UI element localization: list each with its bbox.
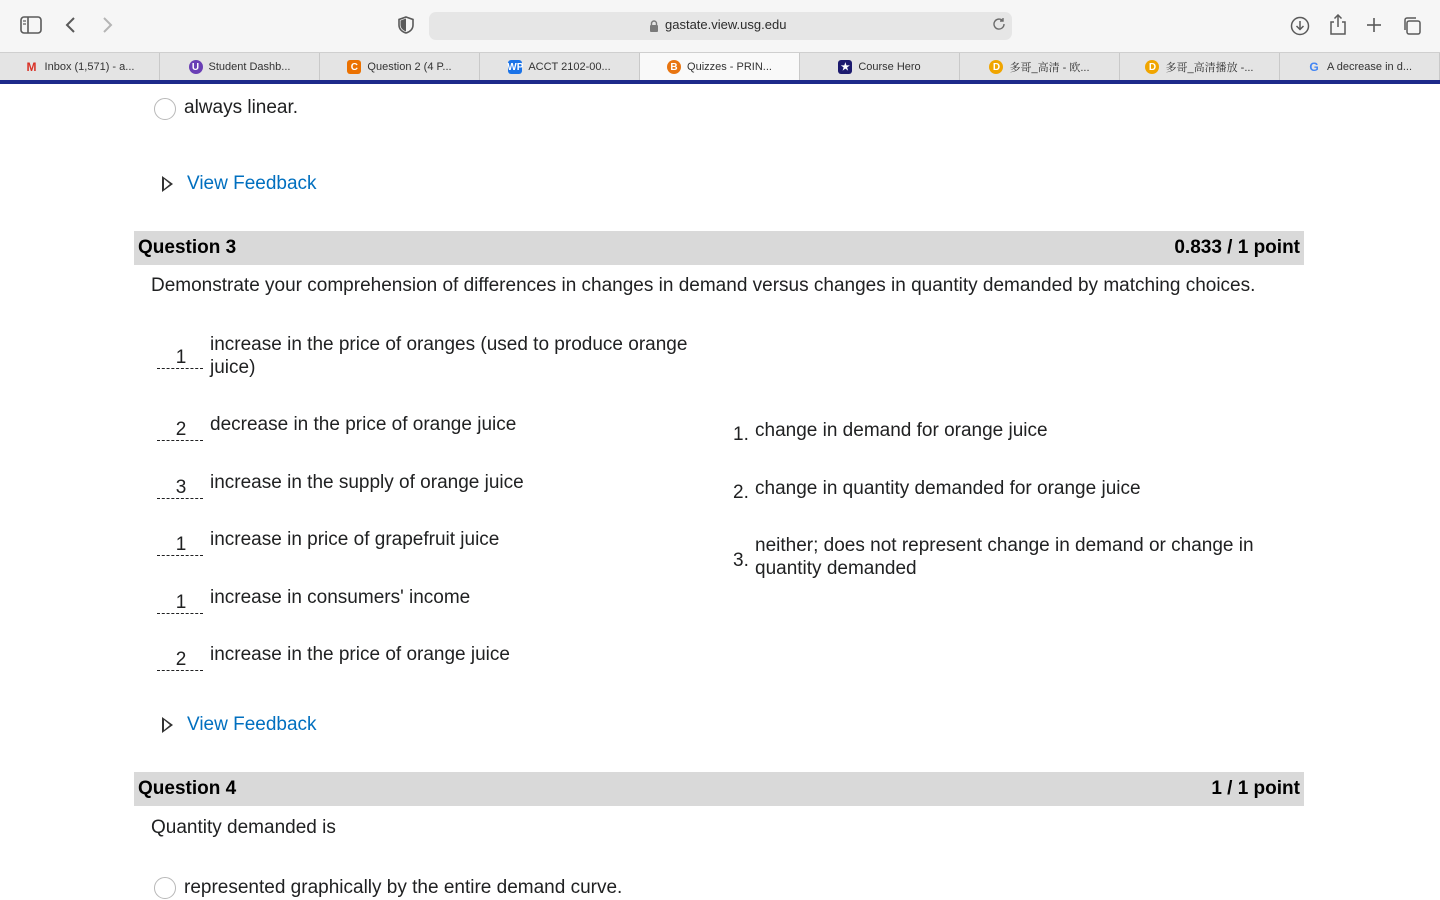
browser-tab-label: 多哥_高清 - 欧... xyxy=(1009,62,1090,74)
sidebar-toggle-icon[interactable] xyxy=(20,16,42,37)
browser-tab-label: Inbox (1,571) - a... xyxy=(44,61,135,73)
browser-tab-label: Quizzes - PRIN... xyxy=(687,61,772,73)
share-icon[interactable] xyxy=(1329,14,1347,39)
matching-answer: 1 xyxy=(175,347,187,368)
browser-tab[interactable] xyxy=(1120,53,1280,81)
browser-tab[interactable] xyxy=(800,53,960,81)
quiz-content xyxy=(0,84,1440,900)
matching-item-text: increase in price of grapefruit juice xyxy=(210,529,500,550)
browser-tab[interactable] xyxy=(480,53,640,81)
video-site-icon: D xyxy=(1145,60,1159,74)
gmail-icon: M xyxy=(26,60,37,74)
matching-item-text: decrease in the price of orange juice xyxy=(210,414,517,435)
matching-answer: 3 xyxy=(175,477,187,498)
chegg-icon: C xyxy=(347,60,361,74)
address-bar[interactable] xyxy=(429,12,1012,40)
student-dashboard-icon: U xyxy=(189,60,203,74)
choice-number: 1. xyxy=(733,424,749,445)
question-4-prompt: Quantity demanded is xyxy=(151,817,336,838)
expand-triangle-icon xyxy=(162,176,173,192)
answer-underline xyxy=(157,670,203,671)
browser-tab-label: Student Dashb... xyxy=(208,61,291,73)
choice-text: change in demand for orange juice xyxy=(755,420,1048,441)
answer-underline xyxy=(157,613,203,614)
radio-entire-demand-curve[interactable] xyxy=(154,877,176,899)
tab-bar xyxy=(0,52,1440,81)
question-3-header xyxy=(134,231,1304,265)
privacy-shield-icon[interactable] xyxy=(398,16,414,37)
matching-answer: 1 xyxy=(175,592,187,613)
browser-tab-label: ACCT 2102-00... xyxy=(528,61,611,73)
browser-tab[interactable] xyxy=(160,53,320,81)
view-feedback-prev[interactable] xyxy=(162,173,317,195)
google-icon: G xyxy=(1309,60,1319,74)
question-3-score: 0.833 / 1 point xyxy=(1174,237,1300,258)
browser-tab[interactable] xyxy=(960,53,1120,81)
answer-underline xyxy=(157,440,203,441)
matching-answer: 2 xyxy=(175,649,187,670)
answer-underline xyxy=(157,498,203,499)
new-tab-icon[interactable] xyxy=(1365,16,1383,37)
reload-icon[interactable] xyxy=(992,17,1006,35)
browser-tab-label: Question 2 (4 P... xyxy=(367,61,452,73)
question-4-title: Question 4 xyxy=(138,778,237,799)
wileyplus-icon: WP xyxy=(507,61,524,73)
question-3-title: Question 3 xyxy=(138,237,237,258)
downloads-icon[interactable] xyxy=(1290,16,1310,39)
browser-toolbar xyxy=(0,0,1440,52)
view-feedback-link[interactable]: View Feedback xyxy=(187,173,317,194)
choice-text: change in quantity demanded for orange juice xyxy=(755,478,1141,499)
matching-answer: 2 xyxy=(175,419,187,440)
browser-tab[interactable] xyxy=(1280,53,1440,81)
question-3-prompt: Demonstrate your comprehension of differences in changes in demand versus changes in quantity demanded by matching choices. xyxy=(151,275,1256,296)
browser-tab-label: A decrease in d... xyxy=(1327,61,1412,73)
view-feedback-link[interactable]: View Feedback xyxy=(187,714,317,735)
browser-tab[interactable] xyxy=(0,53,160,81)
tab-overview-icon[interactable] xyxy=(1402,16,1422,39)
expand-triangle-icon xyxy=(162,717,173,733)
forward-icon[interactable] xyxy=(100,16,114,37)
browser-tab-label: Course Hero xyxy=(858,61,921,73)
matching-item-text: increase in the price of orange juice xyxy=(210,644,510,665)
question-4-header xyxy=(134,772,1304,806)
answer-underline xyxy=(157,368,203,369)
option-always-linear: always linear. xyxy=(184,97,299,118)
browser-tab[interactable] xyxy=(320,53,480,81)
matching-item-text: increase in the price of oranges (used to produce orange juice) xyxy=(210,334,688,378)
answer-underline xyxy=(157,555,203,556)
url-text: gastate.view.usg.edu xyxy=(665,17,787,32)
choice-number: 2. xyxy=(733,482,749,503)
choice-text: neither; does not represent change in demand or change in quantity demanded xyxy=(755,535,1254,579)
video-site-icon: D xyxy=(989,60,1003,74)
matching-item-text: increase in the supply of orange juice xyxy=(210,472,524,493)
browser-tab[interactable] xyxy=(640,53,800,81)
question-4-score: 1 / 1 point xyxy=(1211,778,1300,799)
brightspace-icon: B xyxy=(667,60,681,74)
browser-tab-label: 多哥_高清播放 -... xyxy=(1165,62,1254,74)
course-hero-icon: ★ xyxy=(838,60,852,74)
matching-answer: 1 xyxy=(175,534,187,555)
lock-icon xyxy=(649,18,659,37)
option-entire-demand-curve: represented graphically by the entire demand curve. xyxy=(184,877,623,898)
back-icon[interactable] xyxy=(64,16,78,37)
matching-item-text: increase in consumers' income xyxy=(210,587,471,608)
view-feedback-q3[interactable] xyxy=(162,714,317,736)
radio-always-linear[interactable] xyxy=(154,98,176,120)
choice-number: 3. xyxy=(733,550,749,571)
